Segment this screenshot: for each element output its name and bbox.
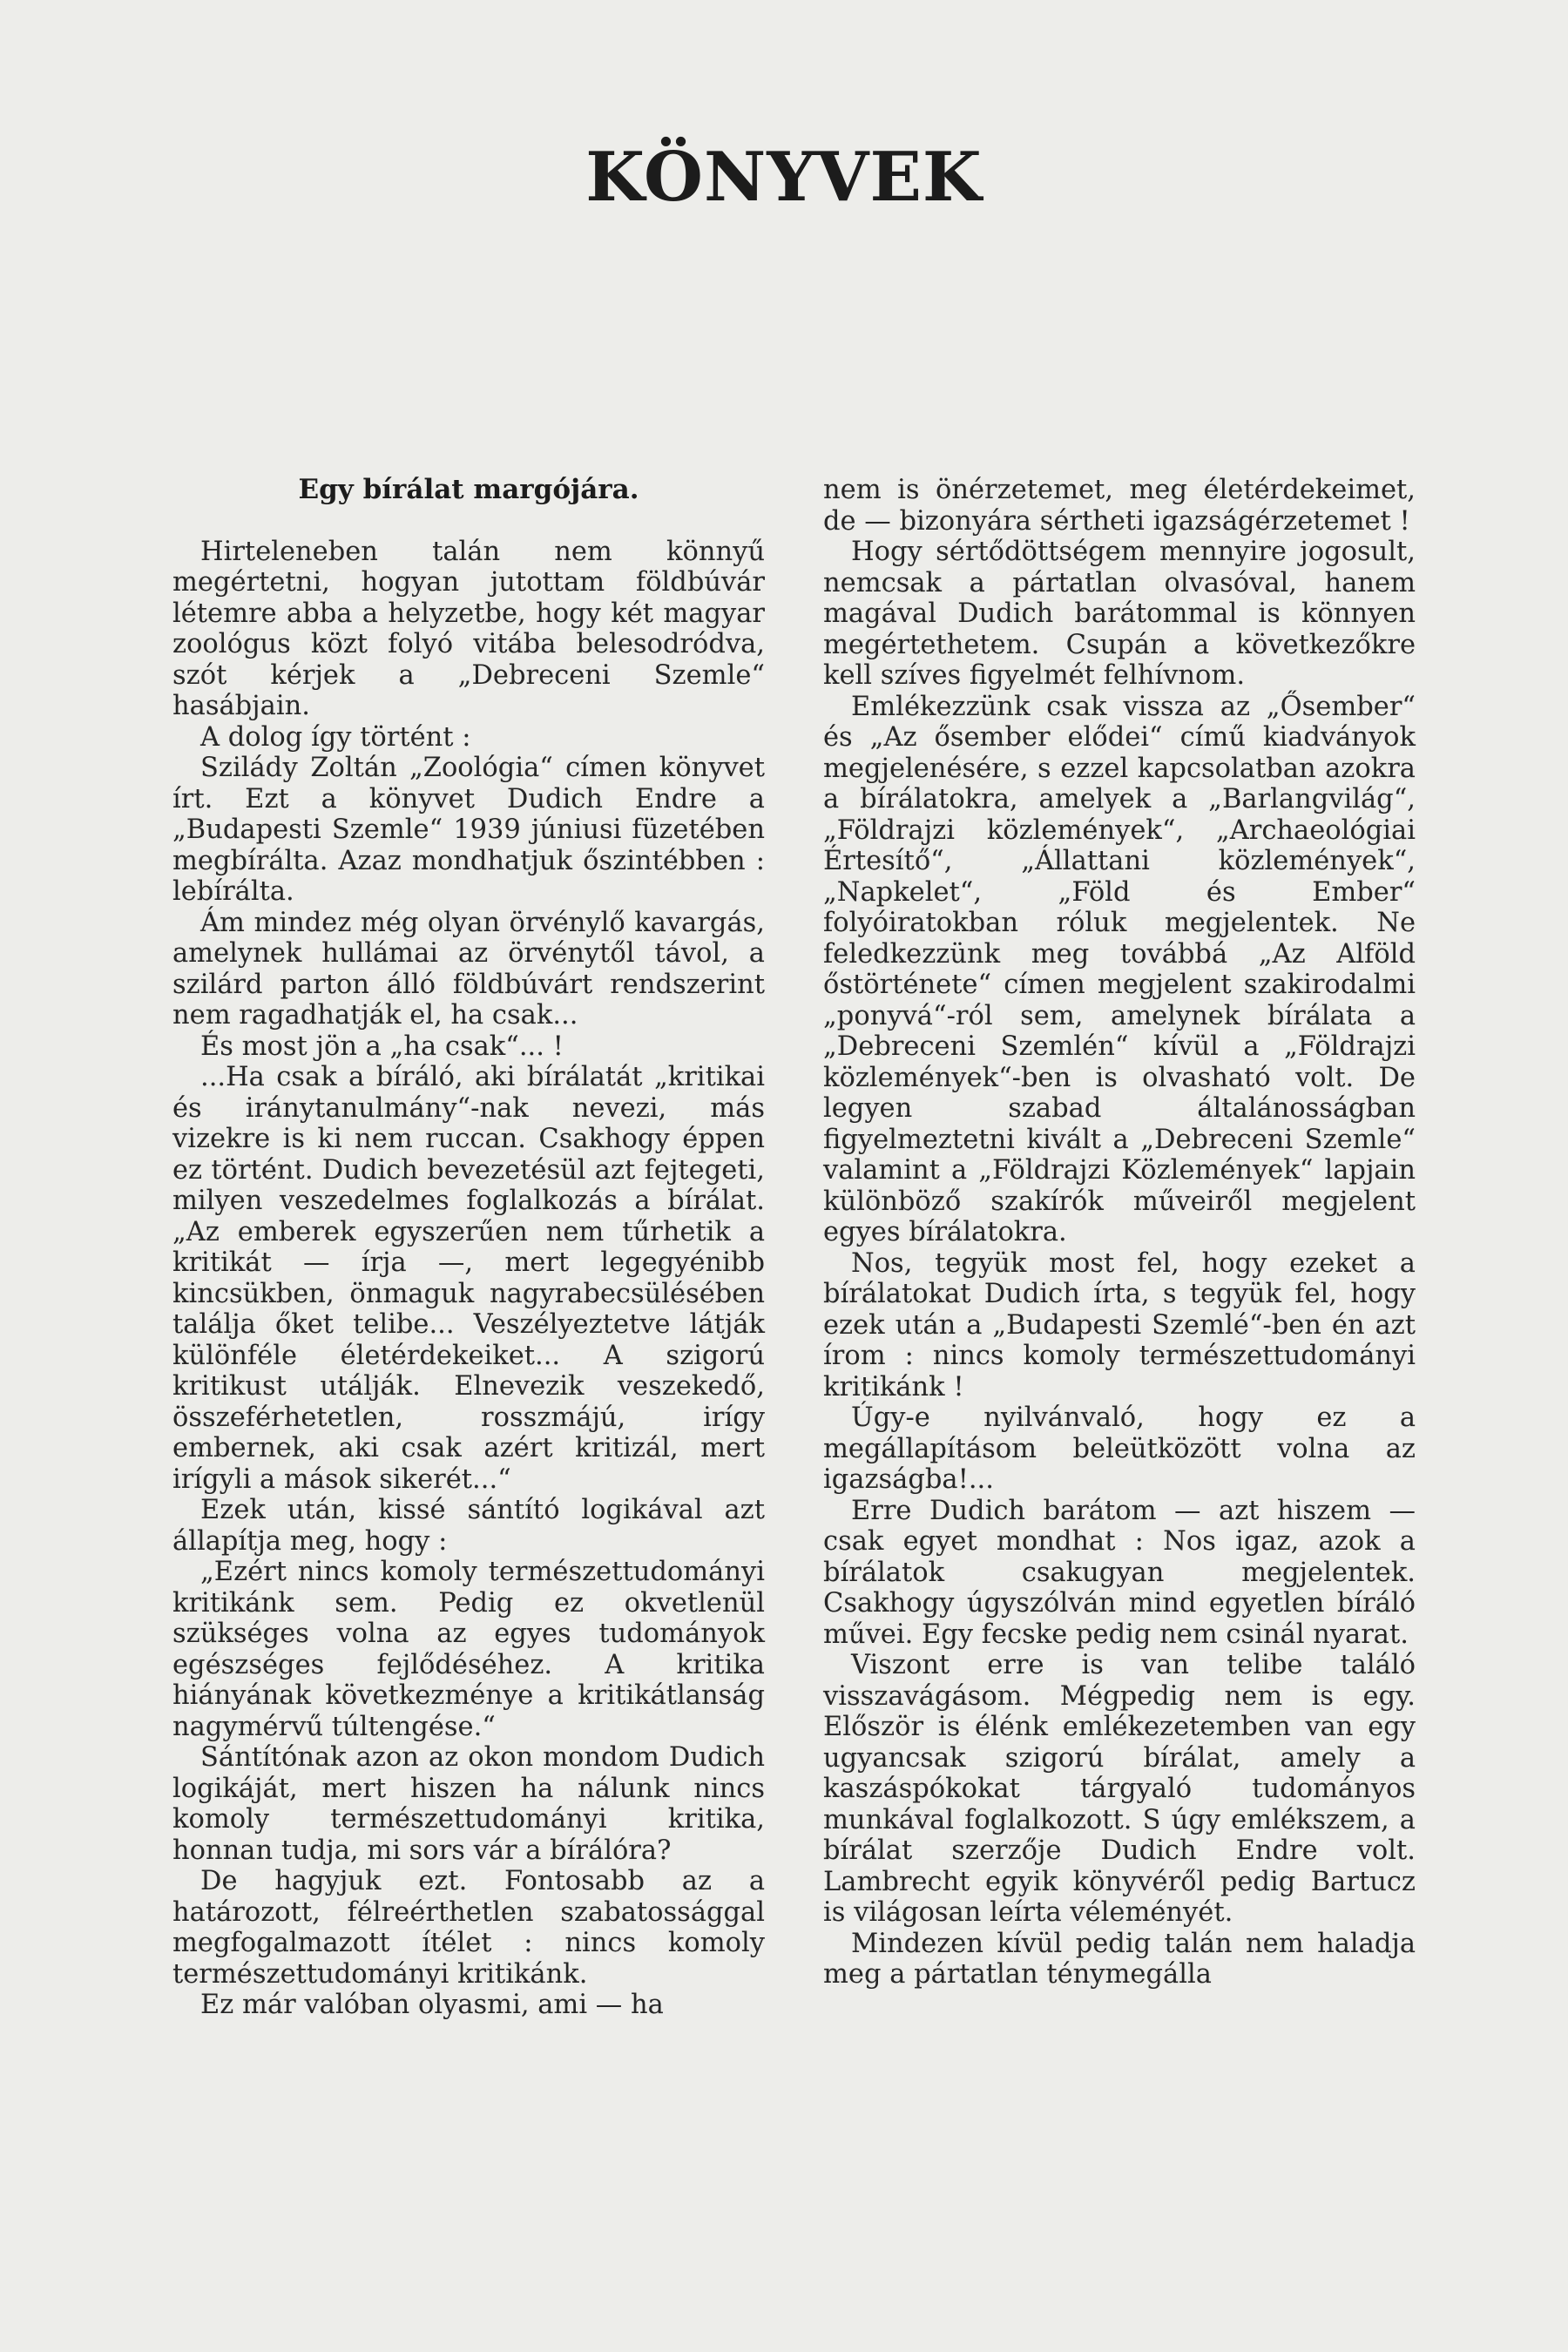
paragraph: De hagyjuk ezt. Fontosabb az a határozott, félreérthetlen szabatossággal megfogalmazott ítélet : nincs komoly természettudományi kritikánk. [172,1866,765,1990]
paragraph: És most jön a „ha csak“... ! [200,1031,564,1062]
paragraph: Ez már valóban olyasmi, ami — ha [200,1990,664,2020]
paragraph: A dolog így történt : [200,721,471,753]
paragraph: Sziládу Zoltán „Zoológia“ címen könyvet írt. Ezt a könyvet Dudich Endre a „Budapesti Szemle“ 1939 júniusi füzetében megbírálta. Azaz mondhatjuk őszintébben : lebírálta. [172,753,765,907]
paragraph: Sántítónak azon az okon mondom Dudich logikáját, mert hiszen ha nálunk nincs komoly természettudományi kritika, honnan tudja, mi sors vár a bírálóra? [172,1742,765,1866]
paragraph: Nos, tegyük most fel, hogy ezeket a bírálatokat Dudich írta, s tegyük fel, hogy ezek után a „Budapesti Szemlé“-ben én azt írom : nincs komoly természettudományi kritikánk ! [823,1247,1416,1402]
page-title: KÖNYVEK [585,138,983,217]
right-column [823,475,1416,1990]
paragraph: nem is önérzetemet, meg életérdekeimet, de — bizonyára sértheti igazságérzetemet ! [823,475,1416,537]
paragraph: Viszont erre is van telibe találó visszavágásom. Mégpedig nem is egy. Először is élénk emlékezetemben van egy ugyancsak szigorú bírálat, amely a kaszáspókokat tárgyaló tudományos munkával foglalkozott. S úgy emlékszem, a bírálat szerzője Dudich Endre volt. Lambrecht egyik könyvéről pedig Bartucz is világosan leírta véleményét. [823,1650,1416,1928]
paragraph: „Ezért nincs komoly természettudományi kritikánk sem. Pedig ez okvetlenül szükséges volna az egyes tudományok egészséges fejlődéséhez. A kritika hiányának következménye a kritikátlanság nagymérvű túltengése.“ [172,1557,765,1742]
paragraph: Ezek után, kissé sántító logikával azt állapítja meg, hogy : [172,1495,765,1557]
paragraph: Emlékezzünk csak vissza az „Ősember“ és „Az ősember elődei“ című kiadványok megjelenésére, s ezzel kapcsolatban azokra a bírálatokra, amelyek a „Barlangvilág“, „Földrajzi közlemények“, „Archaeológiai Értesítő“, „Állattani közlemények“, „Napkelet“, „Föld és Ember“ folyóiratokban róluk megjelentek. Ne feledkezzünk meg továbbá „Az Alföld őstörténete“ címen megjelent szakirodalmi „ponyvá“-ról sem, amelynek bírálata a „Debreceni Szemlén“ kívül a „Földrajzi közlemények“-ben is olvasható volt. De legyen szabad általánosságban figyelmeztetni kivált a „Debreceni Szemle“ valamint a „Földrajzi Közlemények“ lapjain különböző szakírók műveiről megjelent egyes bírálatokra. [823,691,1416,1247]
paragraph: Erre Dudich barátom — azt hiszem — csak egyet mondhat : Nos igaz, azok a bírálatok csakugyan megjelentek. Csakhogy úgyszólván mind egyetlen bíráló művei. Egy fecske pedig nem csinál nyarat. [823,1495,1416,1650]
article-heading: Egy bírálat margójára. [298,474,639,505]
paragraph: Ám mindez még olyan örvénylő kavargás, amelynek hullámai az örvénytől távol, a szilárd parton álló földbúvárt rendszerint nem ragadhatják el, ha csak... [172,907,765,1031]
left-column [172,475,765,2021]
paragraph: ...Ha csak a bíráló, aki bírálatát „kritikai és iránytanulmány“-nak nevezi, más vizekre is ki nem ruccan. Csakhogy éppen ez történt. Dudich bevezetésül azt fejtegeti, milyen veszedelmes foglalkozás a bírálat. „Az emberek egyszerűen nem tűrhetik a kritikát — írja —, mert legegyénibb kincsükben, önmaguk nagyrabecsülésében találja őket telibe... Veszélyeztetve látják különféle életérdekeiket... A szigorú kritikust utálják. Elnevezik veszekedő, összeférhetetlen, rosszmájú, irígy embernek, aki csak azért kritizál, mert irígyli a mások sikerét...“ [172,1062,765,1495]
paragraph: Mindezen kívül pedig talán nem haladja meg a pártatlan ténymegálla [823,1928,1416,1990]
paragraph: Hogy sértődöttségem mennyire jogosult, nemcsak a pártatlan olvasóval, hanem magával Dudich barátommal is könnyen megértethetem. Csupán a következőkre kell szíves figyelmét felhívnom. [823,537,1416,691]
paragraph: Hirteleneben talán nem könnyű megértetni, hogyan jutottam földbúvár létemre abba a helyzetbe, hogy két magyar zoológus közt folyó vitába belesodródva, szót kérjek a „Debreceni Szemle“ hasábjain. [172,536,765,721]
paragraph: Úgy-e nyilvánvaló, hogy ez a megállapításom beleütközött volna az igazságba!... [823,1402,1416,1495]
